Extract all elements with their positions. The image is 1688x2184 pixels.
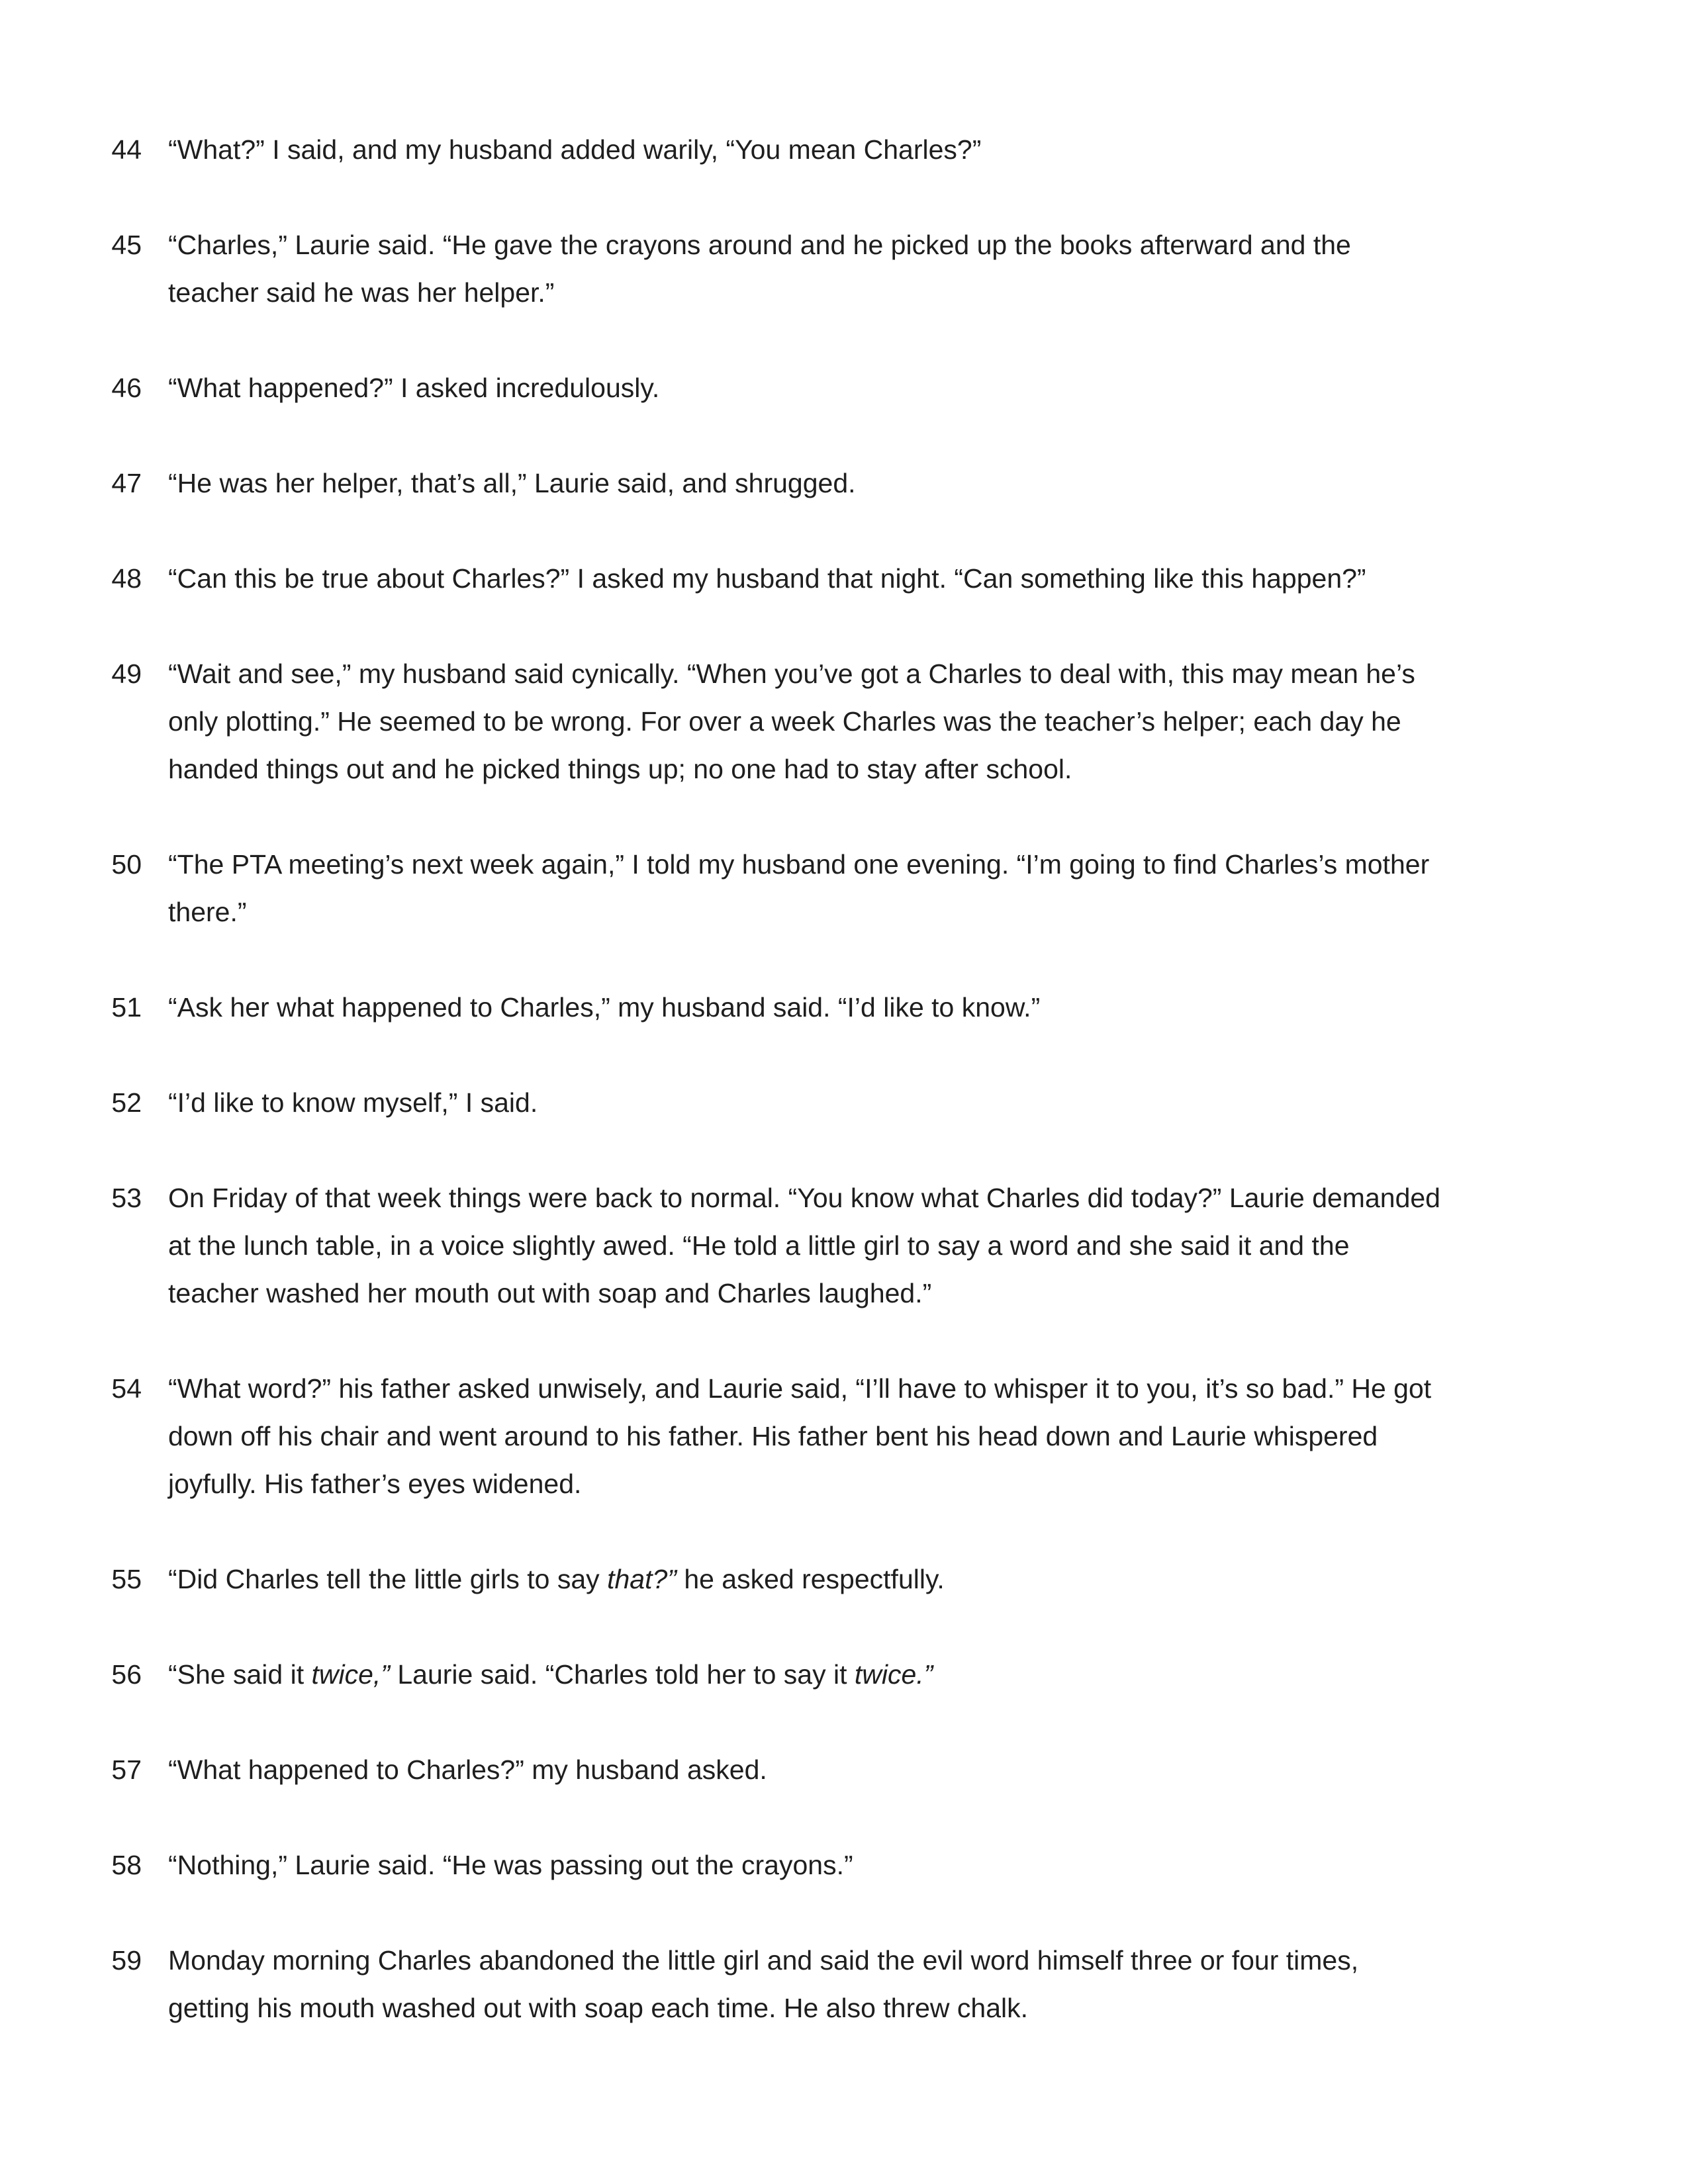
paragraph-text	[168, 1079, 1571, 1126]
text-line: “What word?” his father asked unwisely, and Laurie said, “I’ll have to whisper it to you, it’s so bad.” He got	[168, 1373, 1432, 1404]
paragraph-text	[168, 459, 1571, 507]
text-line: “He was her helper, that’s all,” Laurie said, and shrugged.	[168, 468, 856, 498]
text-line: “What?” I said, and my husband added warily, “You mean Charles?”	[168, 134, 982, 165]
text-segment: “Did Charles tell the little girls to say	[168, 1564, 608, 1594]
text-line: Monday morning Charles abandoned the little girl and said the evil word himself three or four times,	[168, 1945, 1359, 1976]
paragraph-number: 54	[111, 1373, 142, 1404]
paragraph-number: 48	[111, 563, 142, 594]
text-line: “Ask her what happened to Charles,” my husband said. “I’d like to know.”	[168, 992, 1041, 1023]
text-segment: he asked respectfully.	[676, 1564, 945, 1594]
paragraph-number: 52	[111, 1087, 142, 1118]
paragraph-text	[168, 650, 1571, 793]
paragraph-text	[168, 841, 1571, 936]
text-line: at the lunch table, in a voice slightly awed. “He told a little girl to say a word and she said it and the	[168, 1230, 1350, 1261]
paragraph-text	[168, 1555, 1571, 1603]
text-line: “Nothing,” Laurie said. “He was passing out the crayons.”	[168, 1850, 853, 1880]
text-line: teacher washed her mouth out with soap and Charles laughed.”	[168, 1278, 932, 1308]
text-line	[168, 1651, 1571, 1698]
text-line: handed things out and he picked things up; no one had to stay after school.	[168, 754, 1072, 784]
text-line: down off his chair and went around to his father. His father bent his head down and Laurie whispered	[168, 1421, 1378, 1451]
italic-text: twice.”	[854, 1659, 933, 1690]
text-segment: “She said it	[168, 1659, 312, 1690]
text-line: “Wait and see,” my husband said cynically. “When you’ve got a Charles to deal with, this may mean he’s	[168, 659, 1415, 689]
text-line: getting his mouth washed out with soap each time. He also threw chalk.	[168, 1993, 1029, 2023]
text-segment: Laurie said. “Charles told her to say it	[389, 1659, 855, 1690]
paragraph-text	[168, 983, 1571, 1031]
italic-text: that?”	[607, 1564, 677, 1594]
paragraph-number: 45	[111, 230, 142, 260]
text-line: teacher said he was her helper.”	[168, 277, 555, 308]
paragraph-text	[168, 1746, 1571, 1794]
paragraph-number: 57	[111, 1754, 142, 1785]
text-line: “I’d like to know myself,” I said.	[168, 1087, 538, 1118]
text-line: “What happened?” I asked incredulously.	[168, 373, 660, 403]
paragraph-text	[168, 1174, 1571, 1317]
paragraph-text	[168, 555, 1571, 602]
text-line: “What happened to Charles?” my husband asked.	[168, 1754, 767, 1785]
text-line: “Can this be true about Charles?” I asked my husband that night. “Can something like this happen?”	[168, 563, 1366, 594]
paragraph-number: 46	[111, 373, 142, 403]
paragraph-number: 55	[111, 1564, 142, 1594]
text-line: “The PTA meeting’s next week again,” I told my husband one evening. “I’m going to find Charles’s mother	[168, 849, 1430, 880]
paragraph-number: 56	[111, 1659, 142, 1690]
paragraph-text	[168, 364, 1571, 412]
paragraph-number: 58	[111, 1850, 142, 1880]
paragraph-number: 49	[111, 659, 142, 689]
text-line: only plotting.” He seemed to be wrong. For over a week Charles was the teacher’s helper; each day he	[168, 706, 1401, 737]
text-line: joyfully. His father’s eyes widened.	[168, 1469, 582, 1499]
text-line: there.”	[168, 897, 247, 927]
text-line: “Charles,” Laurie said. “He gave the crayons around and he picked up the books afterward and the	[168, 230, 1351, 260]
italic-text: twice,”	[311, 1659, 390, 1690]
paragraph-number: 50	[111, 849, 142, 880]
paragraph-number: 53	[111, 1183, 142, 1213]
paragraph-number: 51	[111, 992, 142, 1023]
paragraph-text	[168, 1936, 1571, 2032]
text-line	[168, 1555, 1571, 1603]
text-line: On Friday of that week things were back to normal. “You know what Charles did today?” Laurie demanded	[168, 1183, 1440, 1213]
paragraph-text	[168, 221, 1571, 316]
paragraph-number: 44	[111, 134, 142, 165]
paragraph-text	[168, 1841, 1571, 1889]
paragraph-text	[168, 1651, 1571, 1698]
paragraph-text	[168, 1365, 1571, 1508]
paragraph-text	[168, 126, 1571, 173]
paragraph-number: 59	[111, 1945, 142, 1976]
paragraph-number: 47	[111, 468, 142, 498]
